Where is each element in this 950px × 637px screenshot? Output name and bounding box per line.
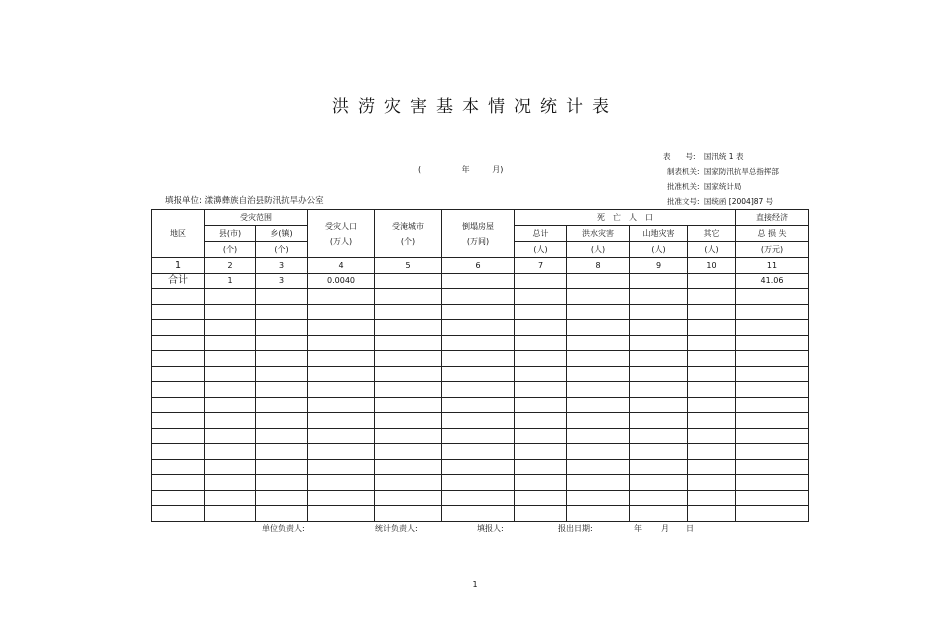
table-cell [256, 320, 308, 336]
doc-number-label: 批准文号: [667, 197, 700, 206]
table-cell [152, 506, 205, 522]
table-cell [256, 459, 308, 475]
table-cell [630, 397, 688, 413]
table-cell [205, 475, 256, 491]
approver-label: 批准机关: [667, 182, 700, 191]
table-cell [205, 428, 256, 444]
table-cell [375, 351, 442, 367]
table-cell [152, 459, 205, 475]
table-cell [375, 428, 442, 444]
table-cell [567, 459, 630, 475]
table-cell [308, 304, 375, 320]
table-cell [736, 490, 809, 506]
table-cell [630, 428, 688, 444]
approver-value: 国家统计局 [703, 182, 742, 191]
table-cell [442, 475, 515, 491]
table-cell [736, 397, 809, 413]
header-county: 县(市) [205, 226, 256, 242]
table-cell [442, 413, 515, 429]
table-cell [630, 444, 688, 460]
table-cell [736, 304, 809, 320]
doc-number-value: 国统函 [2004]87 号 [703, 197, 774, 206]
header-death-other: 其它 [688, 226, 736, 242]
table-cell [152, 397, 205, 413]
total-label: 合计 [152, 273, 205, 289]
table-cell [375, 475, 442, 491]
table-cell [205, 444, 256, 460]
table-cell [308, 428, 375, 444]
report-date-label: 报出日期: [558, 524, 593, 533]
table-cell [308, 413, 375, 429]
table-row [152, 506, 809, 522]
table-cell [152, 382, 205, 398]
table-cell [567, 475, 630, 491]
table-cell [308, 335, 375, 351]
table-cell [688, 351, 736, 367]
approver-line [667, 181, 741, 192]
total-cell: 3 [256, 273, 308, 289]
table-cell [567, 320, 630, 336]
report-period [418, 164, 503, 175]
table-cell [688, 382, 736, 398]
table-cell [256, 304, 308, 320]
table-cell [375, 397, 442, 413]
header-cities-label: 受淹城市 [392, 221, 424, 231]
table-row [152, 382, 809, 398]
table-cell [256, 506, 308, 522]
table-cell [205, 366, 256, 382]
table-cell [256, 490, 308, 506]
table-cell [567, 351, 630, 367]
table-cell [308, 397, 375, 413]
table-row [152, 304, 809, 320]
table-cell [688, 320, 736, 336]
table-cell [256, 366, 308, 382]
table-cell [630, 413, 688, 429]
table-cell [630, 506, 688, 522]
table-cell [152, 304, 205, 320]
table-cell [375, 320, 442, 336]
column-number: 8 [567, 258, 630, 274]
table-cell [375, 459, 442, 475]
column-number: 5 [375, 258, 442, 274]
table-cell [567, 490, 630, 506]
header-loss-top: 直接经济 [736, 210, 809, 226]
table-cell [152, 428, 205, 444]
table-cell [515, 459, 567, 475]
table-cell [375, 289, 442, 305]
table-cell [630, 304, 688, 320]
table-row [152, 490, 809, 506]
table-cell [515, 475, 567, 491]
table-cell [736, 289, 809, 305]
table-cell [688, 413, 736, 429]
table-cell [567, 289, 630, 305]
table-cell [688, 506, 736, 522]
table-cell [736, 475, 809, 491]
table-cell [152, 320, 205, 336]
column-number-row [152, 258, 809, 274]
column-number: 11 [736, 258, 809, 274]
table-cell [256, 444, 308, 460]
page-number: 1 [472, 580, 478, 589]
maker-line [667, 166, 779, 177]
table-cell [630, 459, 688, 475]
table-cell [688, 289, 736, 305]
table-row [152, 335, 809, 351]
table-cell [630, 366, 688, 382]
table-cell [567, 444, 630, 460]
table-cell [256, 413, 308, 429]
table-cell [308, 506, 375, 522]
stat-head-label: 统计负责人: [375, 524, 418, 533]
table-cell [442, 444, 515, 460]
table-cell [256, 397, 308, 413]
table-cell [688, 335, 736, 351]
table-cell [515, 382, 567, 398]
total-cell [375, 273, 442, 289]
table-row [152, 351, 809, 367]
table-cell [630, 335, 688, 351]
table-cell [442, 335, 515, 351]
table-cell [442, 366, 515, 382]
filled-by-label: 填报人: [477, 524, 504, 533]
table-cell [308, 366, 375, 382]
column-number: 1 [152, 258, 205, 274]
header-county-unit: (个) [205, 242, 256, 258]
table-cell [442, 490, 515, 506]
column-number: 6 [442, 258, 515, 274]
total-cell [567, 273, 630, 289]
column-number: 4 [308, 258, 375, 274]
table-cell [515, 335, 567, 351]
table-cell [256, 382, 308, 398]
table-cell [442, 351, 515, 367]
header-population-label: 受灾人口 [325, 221, 357, 231]
table-cell [205, 320, 256, 336]
total-cell [442, 273, 515, 289]
table-cell [630, 382, 688, 398]
table-cell [515, 413, 567, 429]
table-cell [442, 304, 515, 320]
header-death-total-unit: (人) [515, 242, 567, 258]
table-cell [205, 506, 256, 522]
table-cell [515, 304, 567, 320]
empty-rows [152, 289, 809, 522]
table-cell [205, 304, 256, 320]
table-cell [515, 320, 567, 336]
table-cell [736, 366, 809, 382]
table-cell [567, 382, 630, 398]
header-loss-mid: 总 损 失 [736, 226, 809, 242]
table-row [152, 366, 809, 382]
total-cell [630, 273, 688, 289]
total-cell: 0.0040 [308, 273, 375, 289]
table-cell [442, 459, 515, 475]
table-cell [205, 413, 256, 429]
table-cell [152, 335, 205, 351]
header-death-flood: 洪水灾害 [567, 226, 630, 242]
table-cell [308, 382, 375, 398]
doc-number-line [667, 196, 773, 207]
table-cell [442, 320, 515, 336]
total-cell: 1 [205, 273, 256, 289]
statistics-table [151, 209, 809, 522]
report-date-month: 月 [661, 524, 669, 533]
table-cell [375, 413, 442, 429]
table-cell [375, 490, 442, 506]
column-number: 2 [205, 258, 256, 274]
table-cell [567, 506, 630, 522]
table-cell [375, 506, 442, 522]
table-cell [515, 506, 567, 522]
table-cell [205, 289, 256, 305]
header-region: 地区 [152, 210, 205, 258]
header-township-unit: (个) [256, 242, 308, 258]
header-houses-unit: (万间) [466, 236, 490, 246]
table-cell [688, 428, 736, 444]
table-cell [630, 289, 688, 305]
table-cell [205, 382, 256, 398]
report-date-year: 年 [634, 524, 642, 533]
table-cell [375, 366, 442, 382]
table-cell [308, 459, 375, 475]
table-cell [256, 428, 308, 444]
table-cell [688, 304, 736, 320]
table-cell [736, 382, 809, 398]
table-cell [308, 475, 375, 491]
table-row [152, 413, 809, 429]
table-cell [205, 335, 256, 351]
filling-unit: 填报单位: 漾濞彝族自治县防汛抗旱办公室 [165, 196, 324, 206]
table-cell [152, 475, 205, 491]
table-cell [630, 475, 688, 491]
maker-value: 国家防汛抗旱总指挥部 [703, 167, 779, 176]
table-cell [256, 289, 308, 305]
header-houses-label: 倒塌房屋 [462, 221, 494, 231]
table-cell [736, 320, 809, 336]
table-cell [736, 335, 809, 351]
header-cities [375, 210, 442, 258]
table-cell [205, 351, 256, 367]
table-cell [567, 304, 630, 320]
table-cell [515, 351, 567, 367]
table-cell [308, 351, 375, 367]
period-year: 年 [461, 165, 470, 174]
table-cell [688, 475, 736, 491]
table-cell [567, 413, 630, 429]
table-cell [567, 428, 630, 444]
table-row [152, 459, 809, 475]
table-cell [567, 397, 630, 413]
header-population [308, 210, 375, 258]
period-month: 月) [492, 165, 504, 174]
page-title: 洪涝灾害基本情况统计表 [332, 97, 618, 117]
table-cell [567, 366, 630, 382]
total-cell [515, 273, 567, 289]
column-number: 3 [256, 258, 308, 274]
header-death-mountain-unit: (人) [630, 242, 688, 258]
table-cell [152, 413, 205, 429]
table-cell [375, 335, 442, 351]
header-row-1 [152, 210, 809, 226]
table-cell [736, 413, 809, 429]
table-cell [308, 444, 375, 460]
unit-head-label: 单位负责人: [262, 524, 305, 533]
table-row [152, 289, 809, 305]
table-cell [152, 351, 205, 367]
table-cell [515, 490, 567, 506]
table-cell [256, 351, 308, 367]
table-cell [630, 351, 688, 367]
table-row [152, 320, 809, 336]
period-open: ( [418, 165, 422, 174]
table-cell [736, 459, 809, 475]
table-cell [375, 444, 442, 460]
table-cell [308, 289, 375, 305]
table-row [152, 444, 809, 460]
header-township: 乡(镇) [256, 226, 308, 242]
table-cell [152, 490, 205, 506]
table-row [152, 475, 809, 491]
table-cell [688, 444, 736, 460]
table-cell [567, 335, 630, 351]
total-cell [688, 273, 736, 289]
table-cell [205, 397, 256, 413]
table-cell [152, 366, 205, 382]
table-cell [442, 382, 515, 398]
table-cell [375, 304, 442, 320]
header-cities-unit: (个) [400, 236, 416, 246]
table-cell [442, 428, 515, 444]
table-cell [736, 351, 809, 367]
form-number-value: 国汛统 1 表 [703, 152, 744, 161]
table-cell [688, 490, 736, 506]
table-cell [515, 428, 567, 444]
column-number: 7 [515, 258, 567, 274]
table-cell [442, 397, 515, 413]
table-cell [688, 366, 736, 382]
table-cell [256, 335, 308, 351]
table-cell [515, 444, 567, 460]
header-death-total: 总计 [515, 226, 567, 242]
table-cell [152, 444, 205, 460]
table-cell [152, 289, 205, 305]
total-row [152, 273, 809, 289]
table-cell [308, 320, 375, 336]
table-cell [515, 289, 567, 305]
header-death-other-unit: (人) [688, 242, 736, 258]
table-cell [630, 320, 688, 336]
table-cell [205, 459, 256, 475]
table-cell [515, 366, 567, 382]
column-number: 9 [630, 258, 688, 274]
column-number: 10 [688, 258, 736, 274]
header-deaths: 死 亡 人 口 [515, 210, 736, 226]
header-population-unit: (万人) [329, 236, 353, 246]
table-cell [442, 289, 515, 305]
table-cell [688, 459, 736, 475]
table-cell [736, 444, 809, 460]
table-row [152, 397, 809, 413]
form-number-label: 表 号: [663, 152, 696, 161]
form-number [663, 151, 743, 162]
table-cell [736, 428, 809, 444]
header-houses [442, 210, 515, 258]
table-cell [515, 397, 567, 413]
maker-label: 制表机关: [667, 167, 700, 176]
table-cell [736, 506, 809, 522]
header-death-mountain: 山地灾害 [630, 226, 688, 242]
table-cell [205, 490, 256, 506]
report-date-day: 日 [686, 524, 694, 533]
header-affected-scope: 受灾范围 [205, 210, 308, 226]
table-cell [375, 382, 442, 398]
table-row [152, 428, 809, 444]
total-cell: 41.06 [736, 273, 809, 289]
table-cell [630, 490, 688, 506]
table-cell [308, 490, 375, 506]
table-cell [442, 506, 515, 522]
table-cell [688, 397, 736, 413]
header-loss-unit: (万元) [736, 242, 809, 258]
header-death-flood-unit: (人) [567, 242, 630, 258]
table-cell [256, 475, 308, 491]
